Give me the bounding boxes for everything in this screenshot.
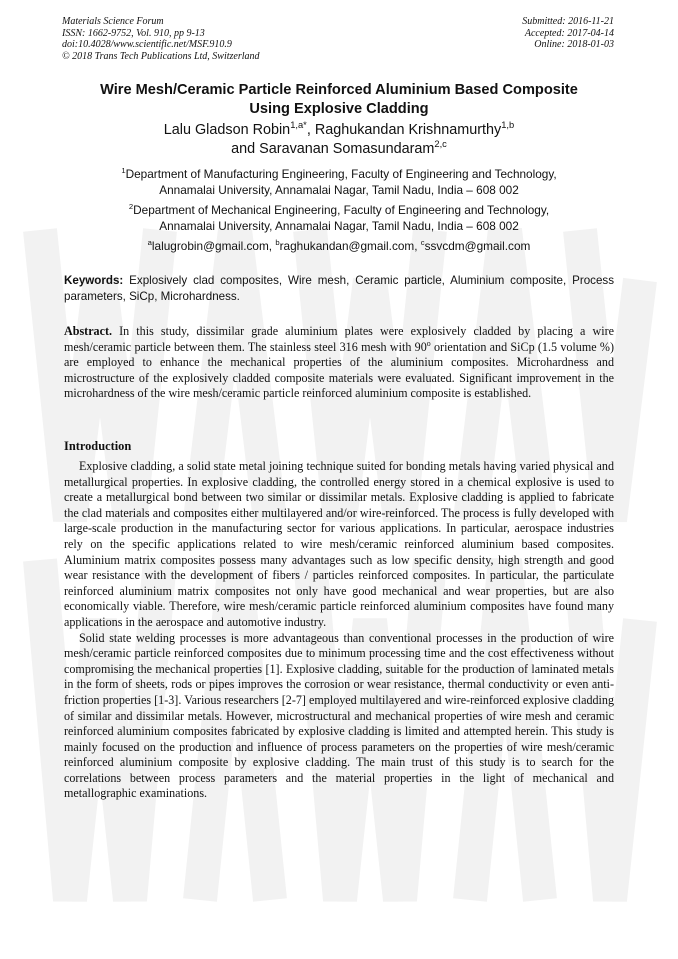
paper-title bbox=[62, 81, 616, 119]
author-1-affil: 1,a* bbox=[290, 120, 307, 131]
affiliation-1-dept: Department of Manufacturing Engineering, Faculty of Engineering and Technology, bbox=[125, 167, 557, 181]
affiliation-2 bbox=[62, 203, 616, 234]
email-a-marker: a bbox=[147, 238, 152, 248]
journal-doi: doi:10.4028/www.scientific.net/MSF.910.9 bbox=[62, 39, 232, 50]
author-line-2 bbox=[62, 140, 616, 159]
abstract bbox=[64, 324, 614, 402]
author-2: Raghukandan Krishnamurthy bbox=[314, 122, 502, 138]
email-b-marker: b bbox=[275, 238, 280, 248]
degree-symbol: o bbox=[426, 338, 431, 348]
keywords bbox=[64, 273, 614, 304]
online-date: Online: 2018-01-03 bbox=[534, 39, 614, 50]
affiliation-1-marker: 1 bbox=[121, 166, 126, 176]
introduction-body bbox=[64, 459, 614, 802]
affiliation-2-marker: 2 bbox=[128, 202, 134, 212]
author-and: and bbox=[231, 141, 260, 157]
affiliation-1-line-2: Annamalai University, Annamalai Nagar, Tamil Nadu, India – 608 002 bbox=[159, 182, 519, 197]
affiliation-2-line-2: Annamalai University, Annamalai Nagar, Tamil Nadu, India – 608 002 bbox=[159, 218, 519, 233]
affiliation-2-line-1 bbox=[62, 203, 616, 219]
title-line-2: Using Explosive Cladding bbox=[249, 101, 429, 117]
author-3-affil: 2,c bbox=[434, 139, 447, 150]
abstract-text-1: In this study, dissimilar grade aluminium plates were explosively cladded by placing a wire mesh/ceramic particle between them. The stainless steel 316 mesh with 90 bbox=[64, 324, 614, 354]
affiliation-2-dept: Department of Mechanical Engineering, Faculty of Engineering and Technology, bbox=[133, 203, 550, 217]
journal-issn: ISSN: 1662-9752, Vol. 910, pp 9-13 bbox=[62, 27, 205, 39]
journal-meta bbox=[62, 16, 260, 62]
accepted-date: Accepted: 2017-04-14 bbox=[524, 27, 614, 39]
author-3: Saravanan Somasundaram bbox=[259, 141, 435, 157]
keywords-text: Explosively clad composites, Wire mesh, Ceramic particle, Aluminium composite, Process parameters, SiCp, Microhardness. bbox=[64, 274, 614, 303]
journal-name: Materials Science Forum bbox=[62, 16, 164, 27]
author-separator: , bbox=[306, 122, 315, 138]
email-c-marker: c bbox=[420, 238, 425, 248]
author-list bbox=[62, 121, 616, 159]
journal-copyright: © 2018 Trans Tech Publications Ltd, Switzerland bbox=[62, 50, 260, 62]
title-line-1: Wire Mesh/Ceramic Particle Reinforced Aluminium Based Composite bbox=[100, 82, 578, 98]
author-1: Lalu Gladson Robin bbox=[163, 122, 291, 138]
email-c[interactable]: ssvcdm@gmail.com bbox=[424, 239, 531, 253]
keywords-label: Keywords: bbox=[64, 274, 124, 287]
section-heading-introduction: Introduction bbox=[64, 439, 132, 453]
author-emails bbox=[62, 239, 616, 254]
submission-dates bbox=[522, 16, 614, 51]
affiliation-1-line-1 bbox=[62, 167, 616, 183]
email-a[interactable]: lalugrobin@gmail.com, bbox=[151, 239, 276, 253]
affiliation-1 bbox=[62, 167, 616, 198]
author-line-1 bbox=[62, 121, 616, 140]
email-b[interactable]: raghukandan@gmail.com, bbox=[279, 239, 421, 253]
introduction-paragraph-2: Solid state welding processes is more advantageous than conventional processes in the production of wire mesh/ceramic particle reinforced composites due to minimum processing time and the cost effectiveness without compromising the mechanical properties [1]. Explosive cladding, suitable for the production of laminated metals in the form of sheets, rods or pipes improves the corrosion or wear resistance, thermal conductivity or even anti-friction properties [1-3]. Various researchers [2-7] employed multilayered and wire-reinforced explosive cladding of similar and dissimilar metals. However, microstructural and mechanical properties of wire mesh and ceramic reinforced aluminium composites fabricated by explosive cladding is limited and attempted herein. This study is mainly focused on the production and influence of process parameters on the properties of wire mesh/ceramic reinforced aluminium composite by explosive cladding. The main trust of this study is to search for the correlations between process parameters and the material properties in the light of mechanical and metallographic examinations. bbox=[64, 630, 614, 801]
abstract-text-2: orientation and SiCp (1.5 volume %) are employed to enhance the mechanical properties of the aluminium composites. Microhardness and microstructure of the explosively cladded composite materials were evaluated. Significant improvement in the microhardness of the wire mesh/ceramic particle reinforced aluminium composite is established. bbox=[64, 339, 614, 401]
introduction-paragraph-1: Explosive cladding, a solid state metal joining technique suited for bonding metals having varied physical and metallurgical properties. In explosive cladding, the controlled energy stored in a chemical explosive is used to create a metallurgical bond between two similar or dissimilar metals. Explosive cladding is applied to fabricate the clad materials and composites either multilayered and/or wire-reinforced. The process is fully developed with large-scale production in the manufacturing sector for various applications. In particular, aerospace industries rely on the specific applications related to wire mesh/ceramic reinforced aluminium based composites. Aluminium matrix composites possess many advantages such as low specific density, high strength and good wear resistance with the development of fibers / particles reinforced composites. In particular, the particulate reinforced aluminium matrix composites not only have good mechanical and wear properties, but are also economically viable. Therefore, wire mesh/ceramic particle reinforced aluminium composites have found many applications in the aerospace and automotive industry. bbox=[64, 459, 614, 629]
abstract-label: Abstract. bbox=[64, 324, 113, 338]
submitted-date: Submitted: 2016-11-21 bbox=[522, 16, 614, 27]
author-2-affil: 1,b bbox=[501, 120, 515, 131]
